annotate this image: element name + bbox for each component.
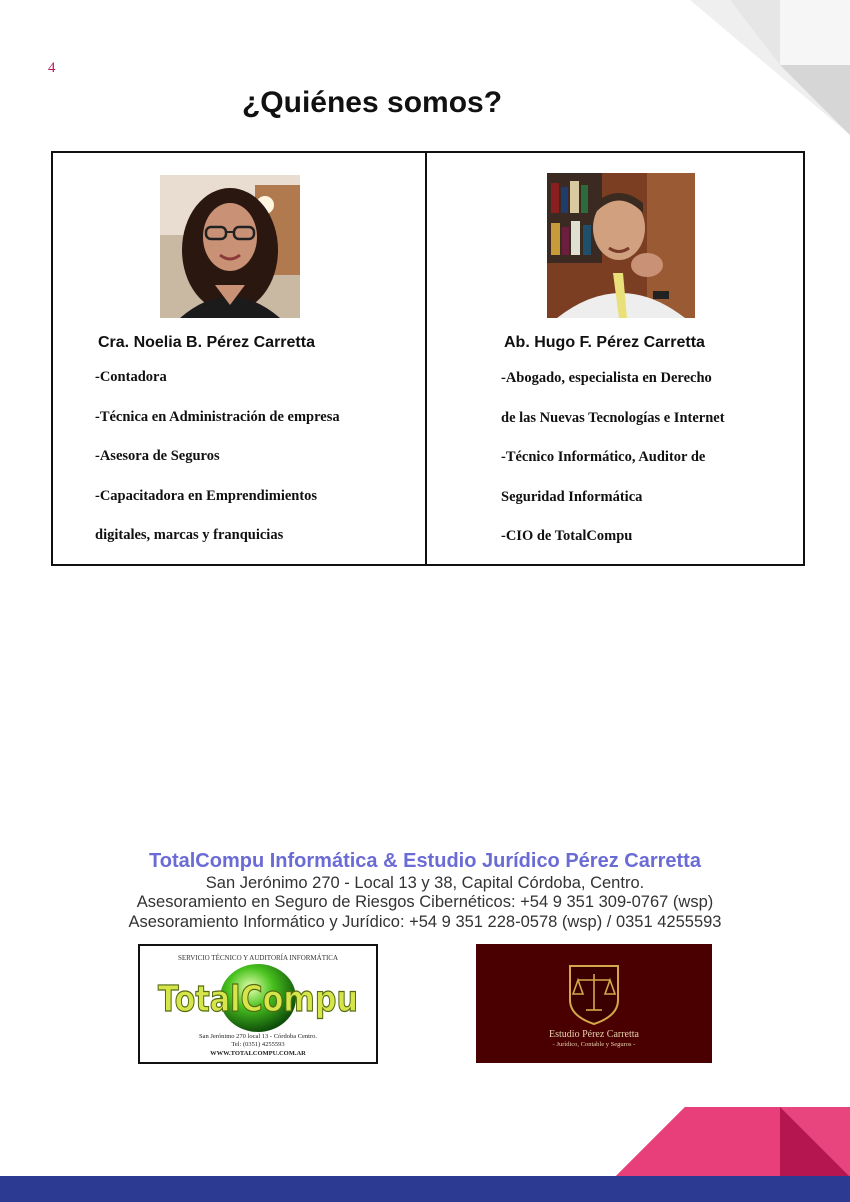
bio-line: de las Nuevas Tecnologías e Internet	[501, 409, 725, 426]
logo-address: San Jerónimo 270 local 13 - Córdoba Centro.	[198, 1033, 318, 1040]
logo-web: WWW.TOTALCOMPU.COM.AR	[210, 1050, 306, 1057]
logo-wordmark: TotalCompu	[158, 979, 358, 1020]
person-name: Ab. Hugo F. Pérez Carretta	[504, 334, 705, 351]
estudio-perez-carretta-logo	[476, 944, 712, 1063]
bio-line: -Abogado, especialista en Derecho	[501, 370, 712, 386]
portrait-hugo	[547, 173, 695, 318]
page-number: 4	[48, 60, 56, 76]
page-title: ¿Quiénes somos?	[241, 86, 503, 119]
bio-line: -CIO de TotalCompu	[501, 528, 633, 544]
estudio-name: Estudio Pérez Carretta	[549, 1029, 639, 1040]
bio-line: -Técnica en Administración de empresa	[95, 408, 340, 425]
team-table	[51, 151, 805, 566]
bio-line: digitales, marcas y franquicias	[95, 527, 284, 543]
contact-line-it-legal: Asesoramiento Informático y Jurídico: +54 9 351 228-0578 (wsp) / 0351 4255593	[128, 913, 722, 931]
bottom-brand-bar	[0, 1176, 850, 1202]
estudio-subtitle: - Jurídico, Contable y Seguros -	[552, 1041, 636, 1048]
bio-line: -Contadora	[95, 369, 167, 385]
logo-phone: Tel: (0351) 4255593	[231, 1041, 285, 1048]
bio-line: Seguridad Informática	[501, 488, 643, 505]
bio-list	[501, 368, 725, 566]
bio-line: -Asesora de Seguros	[95, 448, 220, 464]
person-name: Cra. Noelia B. Pérez Carretta	[98, 334, 315, 351]
bio-line: -Capacitadora en Emprendimientos	[95, 487, 318, 504]
contact-line-cyber: Asesoramiento en Seguro de Riesgos Cibernéticos: +54 9 351 309-0767 (wsp)	[136, 893, 714, 911]
logo-tagline: SERVICIO TÉCNICO Y AUDITORÍA INFORMÁTICA	[177, 954, 339, 962]
totalcompu-logo	[138, 944, 378, 1064]
portrait-noelia	[160, 175, 300, 318]
bio-line: -Técnico Informático, Auditor de	[501, 449, 706, 465]
company-address: San Jerónimo 270 - Local 13 y 38, Capital Córdoba, Centro.	[205, 874, 645, 892]
bio-list	[95, 367, 340, 565]
company-title: TotalCompu Informática & Estudio Jurídico Pérez Carretta	[149, 850, 701, 872]
table-divider	[425, 151, 427, 566]
